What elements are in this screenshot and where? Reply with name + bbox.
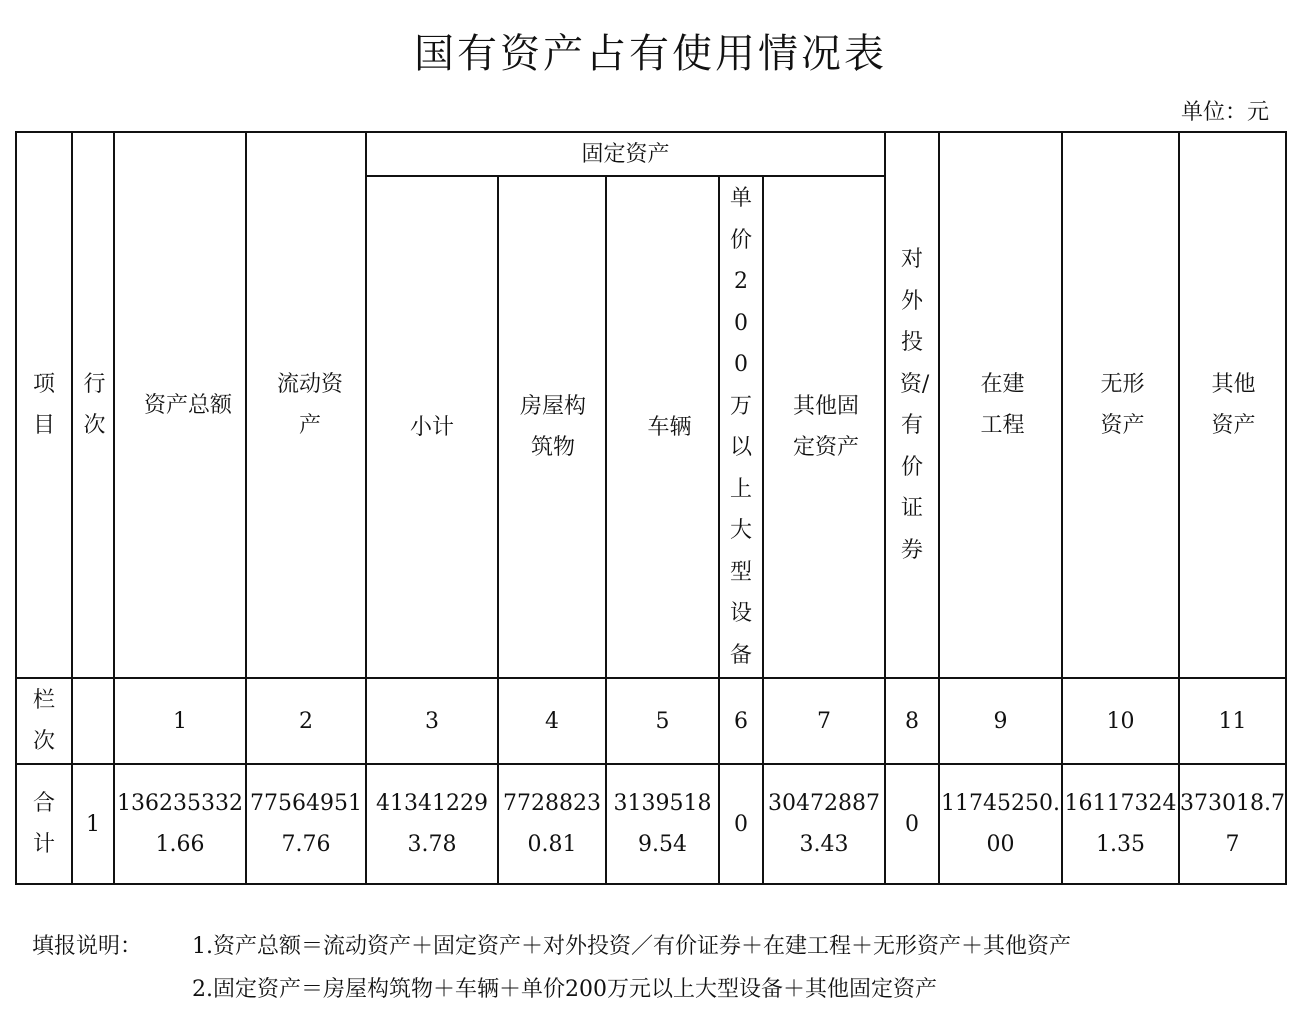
header-investment: 对外投资/有价证券 xyxy=(885,132,939,678)
column-number: 2 xyxy=(246,678,366,764)
total-label: 合计 xyxy=(16,764,72,884)
header-current-assets: 流动资产 xyxy=(246,132,366,678)
column-number: 11 xyxy=(1179,678,1286,764)
large-equipment-value: 0 xyxy=(719,764,763,884)
column-number-row-no xyxy=(72,678,114,764)
investment-value: 0 xyxy=(885,764,939,884)
header-row-no: 行次 xyxy=(72,132,114,678)
other-fixed-value: 304728873.43 xyxy=(763,764,885,884)
assets-table xyxy=(15,131,1287,885)
column-number: 9 xyxy=(939,678,1062,764)
note-item: 1.资产总额＝流动资产＋固定资产＋对外投资／有价证券＋在建工程＋无形资产＋其他资产 xyxy=(192,934,1071,959)
current-assets-value: 775649517.76 xyxy=(246,764,366,884)
column-number: 1 xyxy=(114,678,246,764)
column-number: 10 xyxy=(1062,678,1179,764)
header-total-assets: 资产总额 xyxy=(114,132,246,678)
notes-label: 填报说明： xyxy=(32,934,143,959)
column-number-label: 栏次 xyxy=(16,678,72,764)
header-buildings: 房屋构筑物 xyxy=(498,176,606,678)
column-number: 8 xyxy=(885,678,939,764)
header-intangible: 无形资产 xyxy=(1062,132,1179,678)
header-large-equipment: 单价200万以上大型设备 xyxy=(719,176,763,678)
note-item: 2.固定资产＝房屋构筑物＋车辆＋单价200万元以上大型设备＋其他固定资产 xyxy=(192,977,937,1002)
page-title: 国有资产占有使用情况表 xyxy=(414,31,887,77)
intangible-value: 161173241.35 xyxy=(1062,764,1179,884)
header-other-fixed: 其他固定资产 xyxy=(763,176,885,678)
unit-label: 单位：元 xyxy=(1180,100,1269,125)
header-vehicles: 车辆 xyxy=(606,176,719,678)
header-construction: 在建工程 xyxy=(939,132,1062,678)
buildings-value: 77288230.81 xyxy=(498,764,606,884)
header-subtotal: 小计 xyxy=(366,176,498,678)
column-number: 7 xyxy=(763,678,885,764)
other-assets-value: 373018.77 xyxy=(1179,764,1286,884)
vehicles-value: 31395189.54 xyxy=(606,764,719,884)
column-number: 5 xyxy=(606,678,719,764)
column-number-row xyxy=(16,678,1286,764)
column-number: 4 xyxy=(498,678,606,764)
column-number: 3 xyxy=(366,678,498,764)
fixed-subtotal-value: 413412293.78 xyxy=(366,764,498,884)
header-other-assets: 其他资产 xyxy=(1179,132,1286,678)
column-number: 6 xyxy=(719,678,763,764)
total-row-no: 1 xyxy=(72,764,114,884)
header-item: 项目 xyxy=(16,132,72,678)
header-fixed-assets: 固定资产 xyxy=(366,132,885,176)
total-row xyxy=(16,764,1286,884)
construction-value: 11745250.00 xyxy=(939,764,1062,884)
total-assets-value: 1362353321.66 xyxy=(114,764,246,884)
